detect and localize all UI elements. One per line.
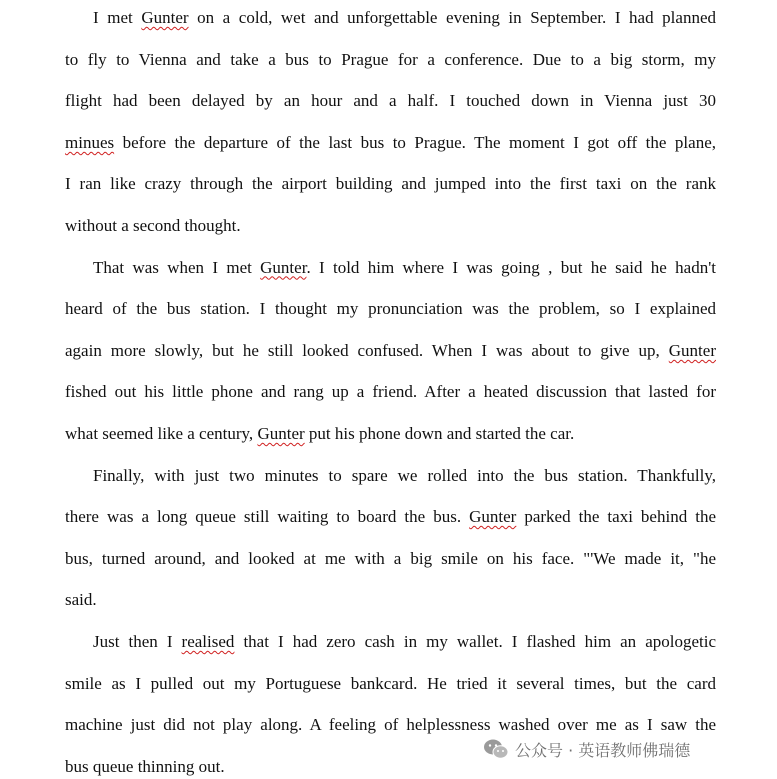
text-segment: fished out his little phone and rang up a friend. After a heated discussion that lasted for <box>65 382 716 402</box>
text-line <box>65 424 716 444</box>
text-segment: said. <box>65 590 97 610</box>
text-segment: parked the taxi behind the <box>516 507 716 527</box>
text-segment: bus, turned around, and looked at me with a big smile on his face. "'We made it, "he <box>65 548 716 568</box>
text-segment: heard of the bus station. I thought my pronunciation was the problem, so I explained <box>65 299 716 319</box>
text-segment: smile as I pulled out my Portuguese bankcard. He tried it several times, but the card <box>65 673 716 693</box>
text-line <box>65 50 716 70</box>
text-segment: before the departure of the last bus to Prague. The moment I got off the plane, <box>114 132 716 152</box>
watermark <box>483 736 690 762</box>
watermark-text: 公众号 · 英语教师佛瑞德 <box>515 740 691 760</box>
text-line <box>65 549 716 569</box>
text-line <box>93 8 716 28</box>
text-line <box>65 174 716 194</box>
text-line <box>65 507 716 527</box>
text-line <box>65 299 716 319</box>
text-line <box>93 632 716 652</box>
spellcheck-flagged-word: Gunter <box>257 424 305 443</box>
text-line <box>65 715 716 735</box>
spellcheck-flagged-word: Gunter <box>141 8 189 27</box>
text-segment: there was a long queue still waiting to board the bus. <box>65 507 470 527</box>
text-segment: that I had zero cash in my wallet. I flashed him an apologetic <box>234 632 716 651</box>
spellcheck-flagged-word: Gunter <box>260 257 307 277</box>
text-line <box>65 674 716 694</box>
wechat-official-account-icon <box>483 738 509 760</box>
text-segment: put his phone down and started the car. <box>304 424 575 443</box>
spellcheck-flagged-word: Gunter <box>668 340 716 360</box>
text-segment: flight had been delayed by an hour and a half. I touched down in Vienna just 30 <box>65 91 716 111</box>
text-segment: That was when I met <box>93 257 261 277</box>
text-segment: what seemed like a century, <box>65 424 258 443</box>
text-line <box>93 466 716 486</box>
text-segment: machine just did not play along. A feeling of helplessness washed over me as I saw the <box>65 715 716 735</box>
text-segment: without a second thought. <box>65 216 241 235</box>
text-line <box>65 341 716 361</box>
spellcheck-flagged-word: Gunter <box>469 507 517 527</box>
text-line <box>65 216 716 236</box>
text-line <box>65 382 716 402</box>
text-segment: . I told him where I was going , but he said he hadn't <box>306 257 716 277</box>
spellcheck-flagged-word: realised <box>181 632 235 651</box>
text-segment: I ran like crazy through the airport building and jumped into the first taxi on the rank <box>65 174 716 194</box>
text-line <box>93 258 716 278</box>
text-segment: I met <box>93 8 142 27</box>
text-segment: to fly to Vienna and take a bus to Prague for a conference. Due to a big storm, my <box>65 49 716 69</box>
text-line <box>65 91 716 111</box>
text-segment: Just then I <box>93 632 182 651</box>
text-line <box>65 133 716 153</box>
text-line <box>65 590 716 610</box>
text-segment: Finally, with just two minutes to spare we rolled into the bus station. Thankfully, <box>93 465 716 485</box>
spellcheck-flagged-word: minues <box>65 132 115 152</box>
text-segment: on a cold, wet and unforgettable evening in September. I had planned <box>188 8 716 27</box>
text-segment: bus queue thinning out. <box>65 756 225 776</box>
text-segment: again more slowly, but he still looked confused. When I was about to give up, <box>65 340 669 360</box>
